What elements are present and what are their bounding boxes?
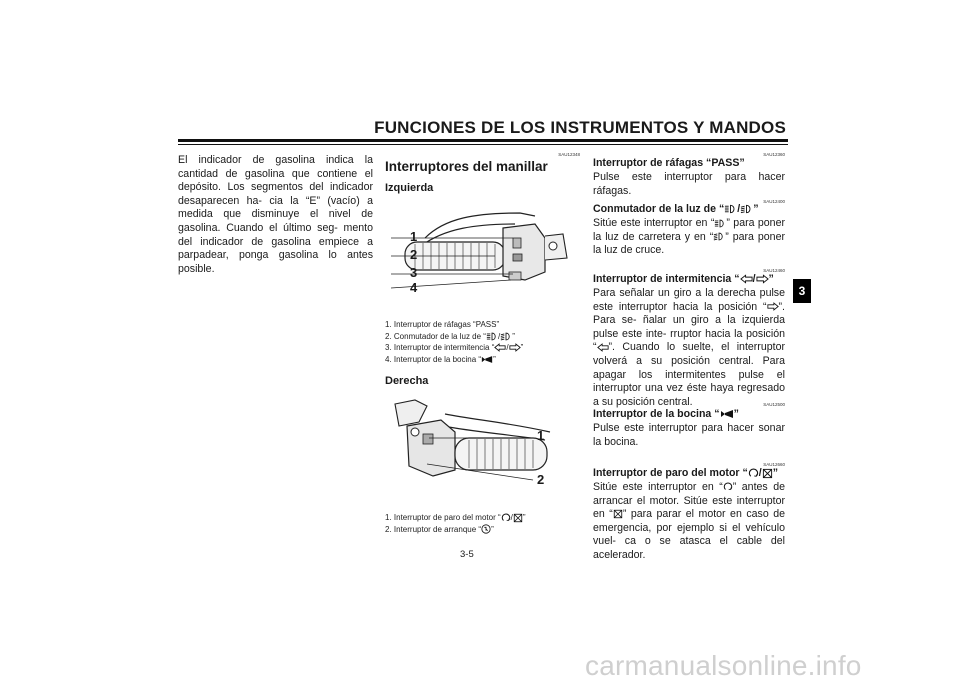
s5-code: SAU12660 (763, 462, 785, 467)
engine-stop-icon (762, 468, 773, 479)
left-label: Izquierda (385, 182, 434, 194)
s3-text: Para señalar un giro a la derecha pulse este interruptor hacia la posición “ ”. Para se- ñalar un giro a la izquierda pulse este inte- rruptor hacia la posición “ ”. Cuando lo suelte, el interruptor volverá a su posición central. Para apagar los intermitentes pulse el interruptor una vez éste haya regresado a su posición central. (593, 287, 785, 408)
high-beam-icon (724, 204, 737, 214)
high-beam-icon (714, 219, 726, 228)
horn-icon (720, 409, 734, 419)
s2-text: Sitúe este interruptor en “ ” para poner la luz de carretera y en “ ” para poner la luz de cruce. (593, 217, 785, 257)
s4-code: SAU12500 (763, 402, 785, 407)
s5-heading: Interruptor de paro del motor “ / ” (593, 467, 779, 479)
fuel-gauge-paragraph: El indicador de gasolina indica la cantidad de gasolina que contiene el depósito. Los segmentos del indicador desaparecen ha- cia la “E” (vacío) a medida que disminuye el nivel de gasolina. Cuando el último seg- mento del indicador de gasolina empiece a parpadear, ponga gasolina lo antes posible. (178, 154, 373, 275)
page-title: FUNCIONES DE LOS INSTRUMENTOS Y MANDOS (374, 118, 786, 137)
turn-left-icon (494, 343, 506, 352)
header-rule-thin (178, 144, 788, 145)
callout-r1: 1 (537, 428, 545, 443)
turn-right-icon (767, 302, 779, 311)
engine-stop-icon (613, 509, 623, 519)
watermark: carmanualsonline.info (585, 650, 862, 681)
s1-code: SAU12360 (763, 152, 785, 157)
engine-run-icon (501, 513, 511, 523)
header-rule (178, 139, 788, 142)
turn-right-icon (756, 274, 769, 284)
s2-code: SAU12400 (763, 199, 785, 204)
section-heading: Interruptores del manillar (385, 159, 548, 174)
right-label: Derecha (385, 375, 429, 387)
right-handlebar-illustration (385, 392, 585, 497)
callout-1: 1 (410, 229, 418, 244)
s1-heading: Interruptor de ráfagas “PASS” (593, 157, 745, 169)
turn-left-icon (740, 274, 753, 284)
s4-heading: Interruptor de la bocina “ ” (593, 408, 739, 420)
s5-text: Sitúe este interruptor en “ ” antes de arrancar el motor. Sitúe este interruptor en “ ” para parar el motor en caso de emergencia, por ejemplo si el vehículo vuel- ca o se atasca el cable del acelerador. (593, 481, 785, 561)
start-icon (481, 524, 491, 534)
callout-3: 3 (410, 265, 418, 280)
s2-heading: Conmutador de la luz de “ / ” (593, 203, 759, 215)
page-number: 3-5 (460, 549, 474, 560)
engine-run-icon (748, 468, 759, 479)
callout-4: 4 (410, 280, 418, 295)
chapter-tab: 3 (793, 279, 811, 303)
turn-right-icon (509, 343, 521, 352)
engine-stop-icon (513, 513, 523, 523)
s4-text: Pulse este interruptor para hacer sonar la bocina. (593, 422, 785, 448)
low-beam-icon (740, 204, 753, 214)
low-beam-icon (713, 232, 725, 241)
s1-text: Pulse este interruptor para hacer ráfagas. (593, 171, 785, 197)
high-beam-icon (486, 332, 498, 341)
turn-left-icon (597, 343, 609, 352)
callout-2: 2 (410, 247, 418, 262)
s3-code: SAU12460 (763, 268, 785, 273)
horn-icon (481, 355, 493, 364)
callout-r2: 2 (537, 472, 545, 487)
low-beam-icon (500, 332, 512, 341)
right-caption: 1. Interruptor de paro del motor “ / ” 2. Interruptor de arranque “ ” (385, 513, 526, 534)
engine-run-icon (723, 482, 733, 492)
section-code: SAU12348 (558, 152, 580, 157)
s3-heading: Interruptor de intermitencia “ / ” (593, 273, 774, 285)
left-caption: 1. Interruptor de ráfagas “PASS” 2. Conmutador de la luz de “ / ” 3. Interruptor de intermitencia “ / ” 4. Interruptor de la bocina “ ” (385, 320, 524, 364)
